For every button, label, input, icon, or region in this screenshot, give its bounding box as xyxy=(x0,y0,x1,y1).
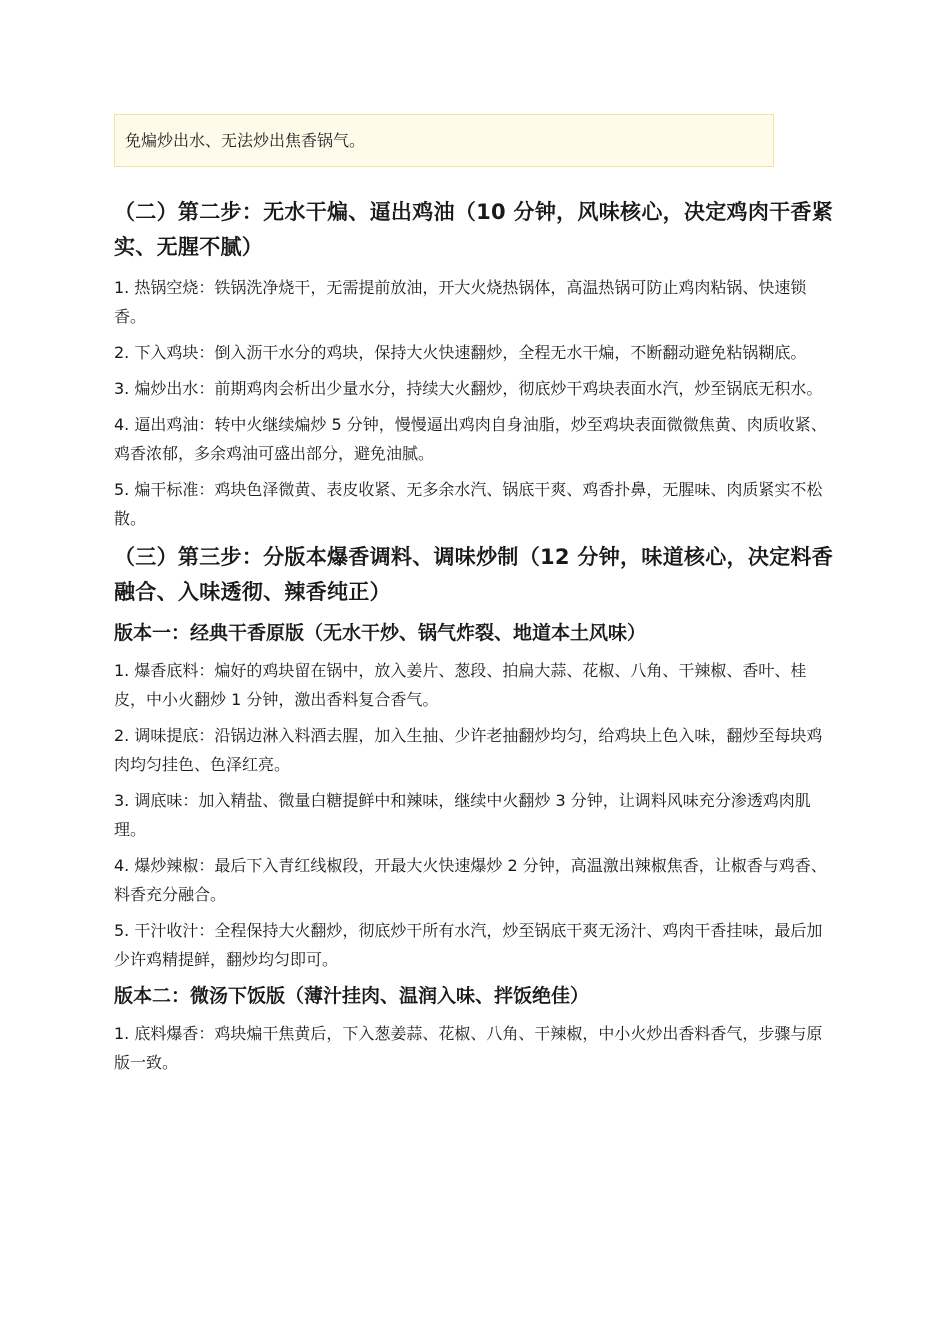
list-item: 2. 下入鸡块：倒入沥干水分的鸡块，保持大火快速翻炒，全程无水干煸，不断翻动避免粘锅糊底。 xyxy=(114,343,807,362)
subheading-version2: 版本二：微汤下饭版（薄汁挂肉、温润入味、拌饭绝佳） xyxy=(114,985,590,1007)
subheading-version1: 版本一：经典干香原版（无水干炒、锅气炸裂、地道本土风味） xyxy=(114,622,647,644)
list-item: 1. 热锅空烧：铁锅洗净烧干，无需提前放油，开大火烧热锅体，高温热锅可防止鸡肉粘锅、快速锁香。 xyxy=(114,278,807,326)
list-item: 3. 调底味：加入精盐、微量白糖提鲜中和辣味，继续中火翻炒 3 分钟，让调料风味充分渗透鸡肉肌理。 xyxy=(114,791,811,839)
document-page xyxy=(114,114,834,1084)
callout-box xyxy=(114,114,774,167)
list-item: 3. 煸炒出水：前期鸡肉会析出少量水分，持续大火翻炒，彻底炒干鸡块表面水汽，炒至锅底无积水。 xyxy=(114,379,823,398)
section-heading-step2: （二）第二步：无水干煸、逼出鸡油（10 分钟，风味核心，决定鸡肉干香紧实、无腥不腻） xyxy=(114,200,834,259)
list-item: 1. 爆香底料：煸好的鸡块留在锅中，放入姜片、葱段、拍扁大蒜、花椒、八角、干辣椒、香叶、桂皮，中小火翻炒 1 分钟，激出香料复合香气。 xyxy=(114,661,807,709)
list-item: 5. 干汁收汁：全程保持大火翻炒，彻底炒干所有水汽，炒至锅底干爽无汤汁、鸡肉干香挂味，最后加少许鸡精提鲜，翻炒均匀即可。 xyxy=(114,921,823,969)
list-item: 4. 爆炒辣椒：最后下入青红线椒段，开最大火快速爆炒 2 分钟，高温激出辣椒焦香，让椒香与鸡香、料香充分融合。 xyxy=(114,856,827,904)
list-item: 5. 煸干标准：鸡块色泽微黄、表皮收紧、无多余水汽、锅底干爽、鸡香扑鼻，无腥味、肉质紧实不松散。 xyxy=(114,480,823,528)
section-heading-step3: （三）第三步：分版本爆香调料、调味炒制（12 分钟，味道核心，决定料香融合、入味透彻、辣香纯正） xyxy=(114,545,834,604)
list-item: 4. 逼出鸡油：转中火继续煸炒 5 分钟，慢慢逼出鸡肉自身油脂，炒至鸡块表面微微焦黄、肉质收紧、鸡香浓郁，多余鸡油可盛出部分，避免油腻。 xyxy=(114,415,827,463)
list-item: 1. 底料爆香：鸡块煸干焦黄后，下入葱姜蒜、花椒、八角、干辣椒，中小火炒出香料香气，步骤与原版一致。 xyxy=(114,1024,823,1072)
list-item: 2. 调味提底：沿锅边淋入料酒去腥，加入生抽、少许老抽翻炒均匀，给鸡块上色入味，翻炒至每块鸡肉均匀挂色、色泽红亮。 xyxy=(114,726,823,774)
callout-text: 免煸炒出水、无法炒出焦香锅气。 xyxy=(125,131,366,150)
